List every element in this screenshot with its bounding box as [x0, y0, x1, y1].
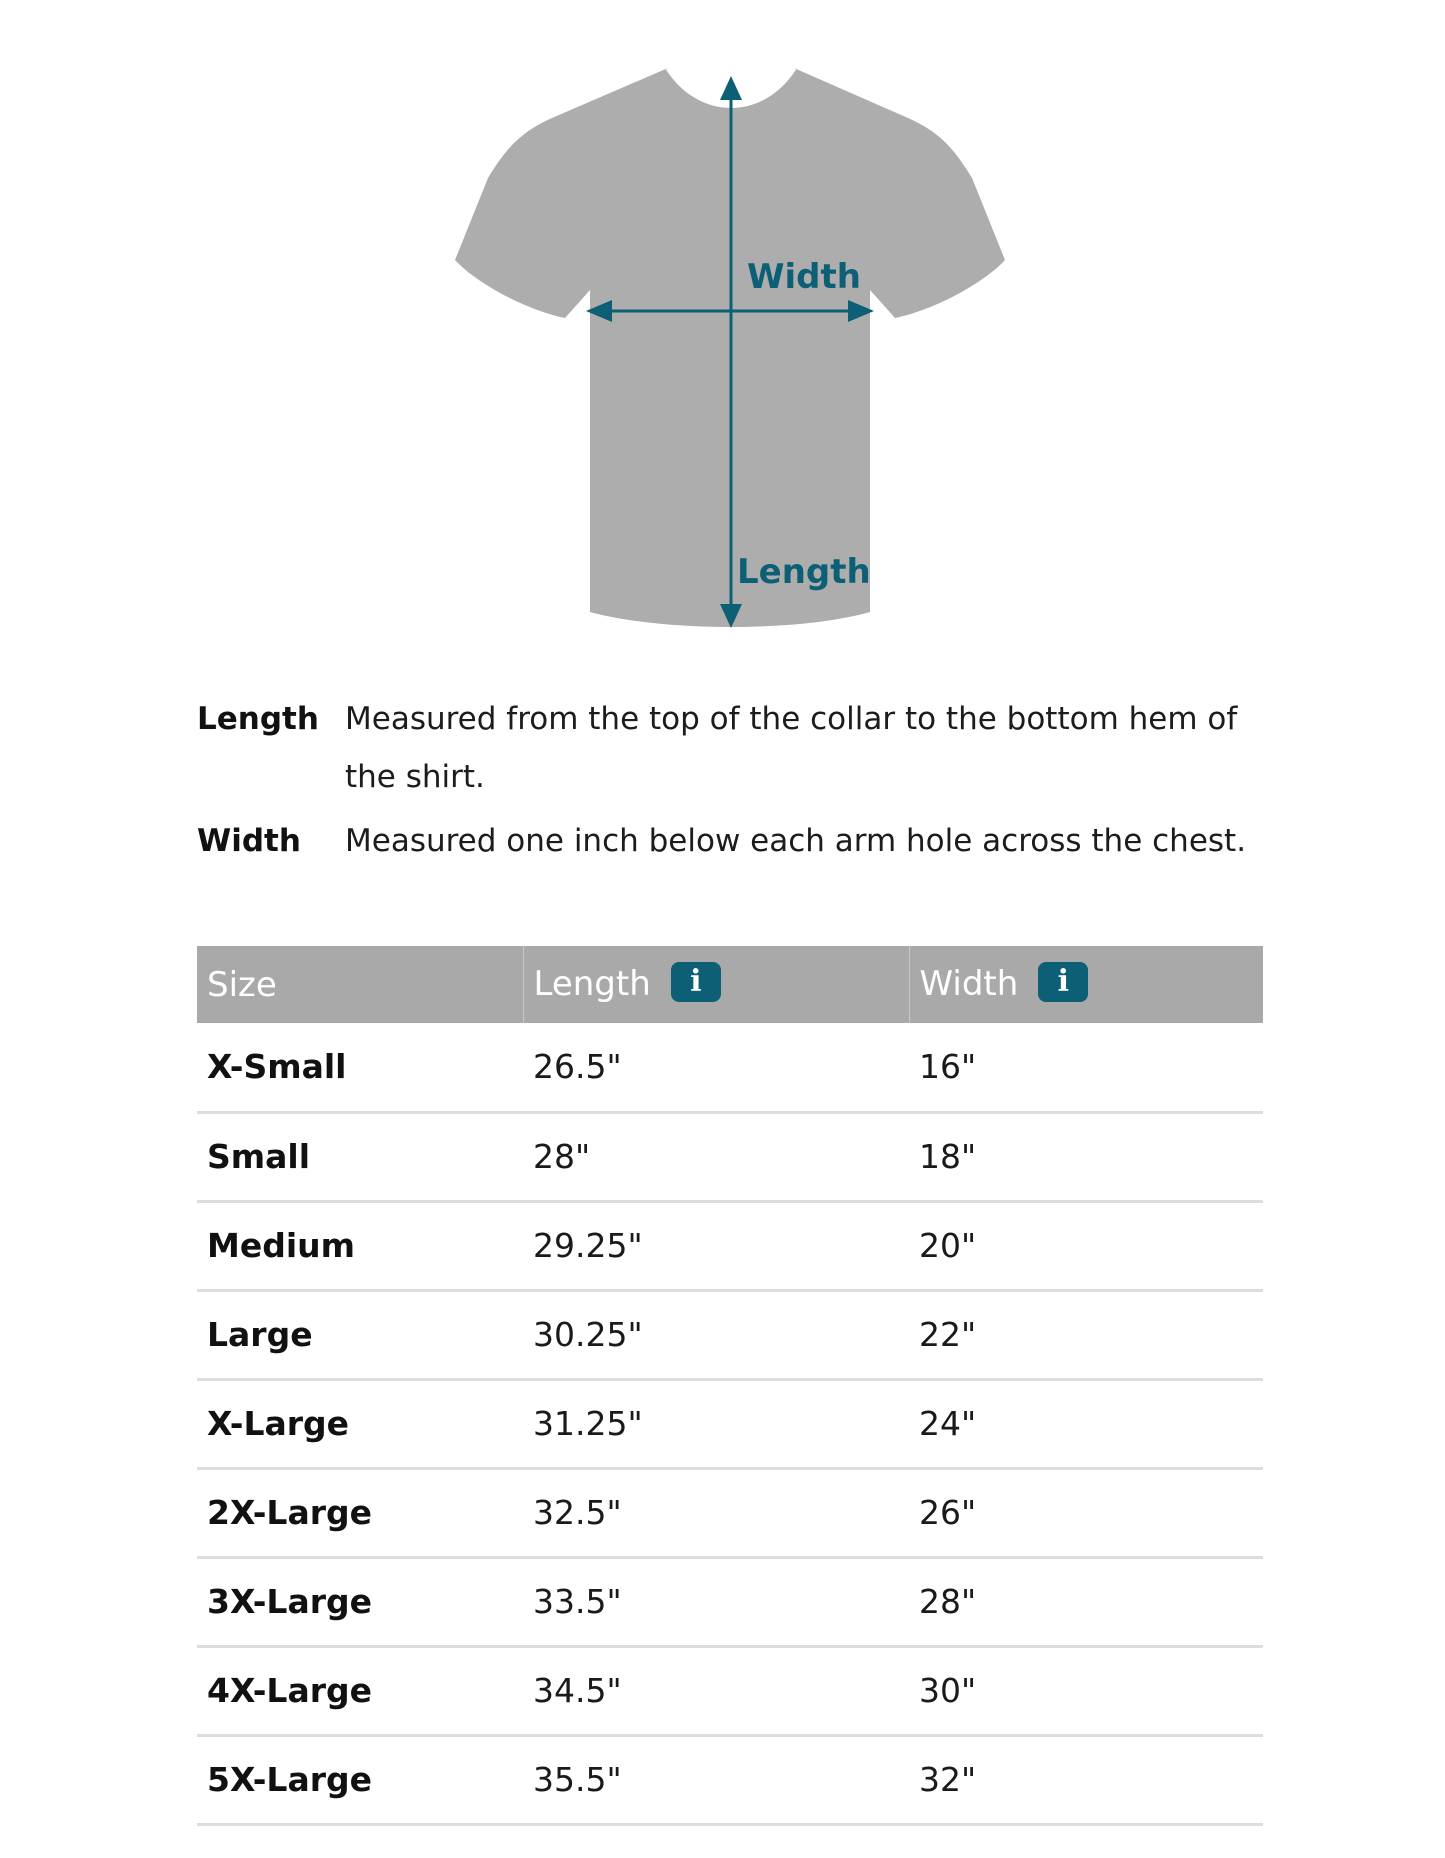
length-cell: 28" — [523, 1112, 909, 1201]
table-row — [197, 1201, 1263, 1290]
shirt-diagram — [0, 0, 1445, 660]
header-length — [523, 946, 909, 1023]
width-cell: 26" — [909, 1468, 1263, 1557]
length-cell: 26.5" — [523, 1023, 909, 1112]
length-cell: 34.5" — [523, 1646, 909, 1735]
table-row — [197, 1379, 1263, 1468]
definition-term: Length — [197, 701, 319, 737]
definition-term: Width — [197, 823, 301, 859]
length-info-icon[interactable]: i — [671, 962, 721, 1002]
definition-text: Measured from the top of the collar to the bottom hem of the shirt. — [345, 701, 1238, 795]
size-cell: 2X-Large — [197, 1468, 523, 1557]
width-cell: 28" — [909, 1557, 1263, 1646]
width-cell: 20" — [909, 1201, 1263, 1290]
width-cell: 22" — [909, 1290, 1263, 1379]
width-cell: 18" — [909, 1112, 1263, 1201]
width-cell: 24" — [909, 1379, 1263, 1468]
definition-text: Measured one inch below each arm hole across the chest. — [345, 823, 1247, 859]
length-cell: 32.5" — [523, 1468, 909, 1557]
length-cell: 31.25" — [523, 1379, 909, 1468]
size-cell: Medium — [197, 1201, 523, 1290]
length-cell: 35.5" — [523, 1735, 909, 1824]
definition-width — [197, 812, 1277, 870]
table-header-row — [197, 946, 1263, 1023]
size-cell: X-Small — [197, 1023, 523, 1112]
header-width-label: Width — [919, 963, 1019, 1004]
width-info-icon[interactable]: i — [1038, 962, 1088, 1002]
measurement-definitions — [197, 690, 1277, 870]
width-cell: 32" — [909, 1735, 1263, 1824]
width-cell: 16" — [909, 1023, 1263, 1112]
size-cell: X-Large — [197, 1379, 523, 1468]
length-cell: 30.25" — [523, 1290, 909, 1379]
size-cell: Small — [197, 1112, 523, 1201]
length-cell: 29.25" — [523, 1201, 909, 1290]
size-cell: 4X-Large — [197, 1646, 523, 1735]
width-cell: 30" — [909, 1646, 1263, 1735]
size-chart-table — [197, 946, 1263, 1826]
table-row — [197, 1112, 1263, 1201]
table-row — [197, 1290, 1263, 1379]
size-cell: 5X-Large — [197, 1735, 523, 1824]
length-arrow-up-head-icon — [720, 76, 742, 100]
diagram-length-label: Length — [737, 552, 871, 592]
diagram-width-label: Width — [747, 257, 861, 297]
length-cell: 33.5" — [523, 1557, 909, 1646]
table-row — [197, 1023, 1263, 1112]
table-row — [197, 1468, 1263, 1557]
header-width — [909, 946, 1263, 1023]
header-size-label: Size — [207, 964, 277, 1005]
table-row — [197, 1735, 1263, 1824]
size-cell: Large — [197, 1290, 523, 1379]
table-row — [197, 1646, 1263, 1735]
table-row — [197, 1557, 1263, 1646]
header-size — [197, 946, 523, 1023]
size-cell: 3X-Large — [197, 1557, 523, 1646]
definition-length — [197, 690, 1277, 806]
header-length-label: Length — [533, 963, 651, 1004]
